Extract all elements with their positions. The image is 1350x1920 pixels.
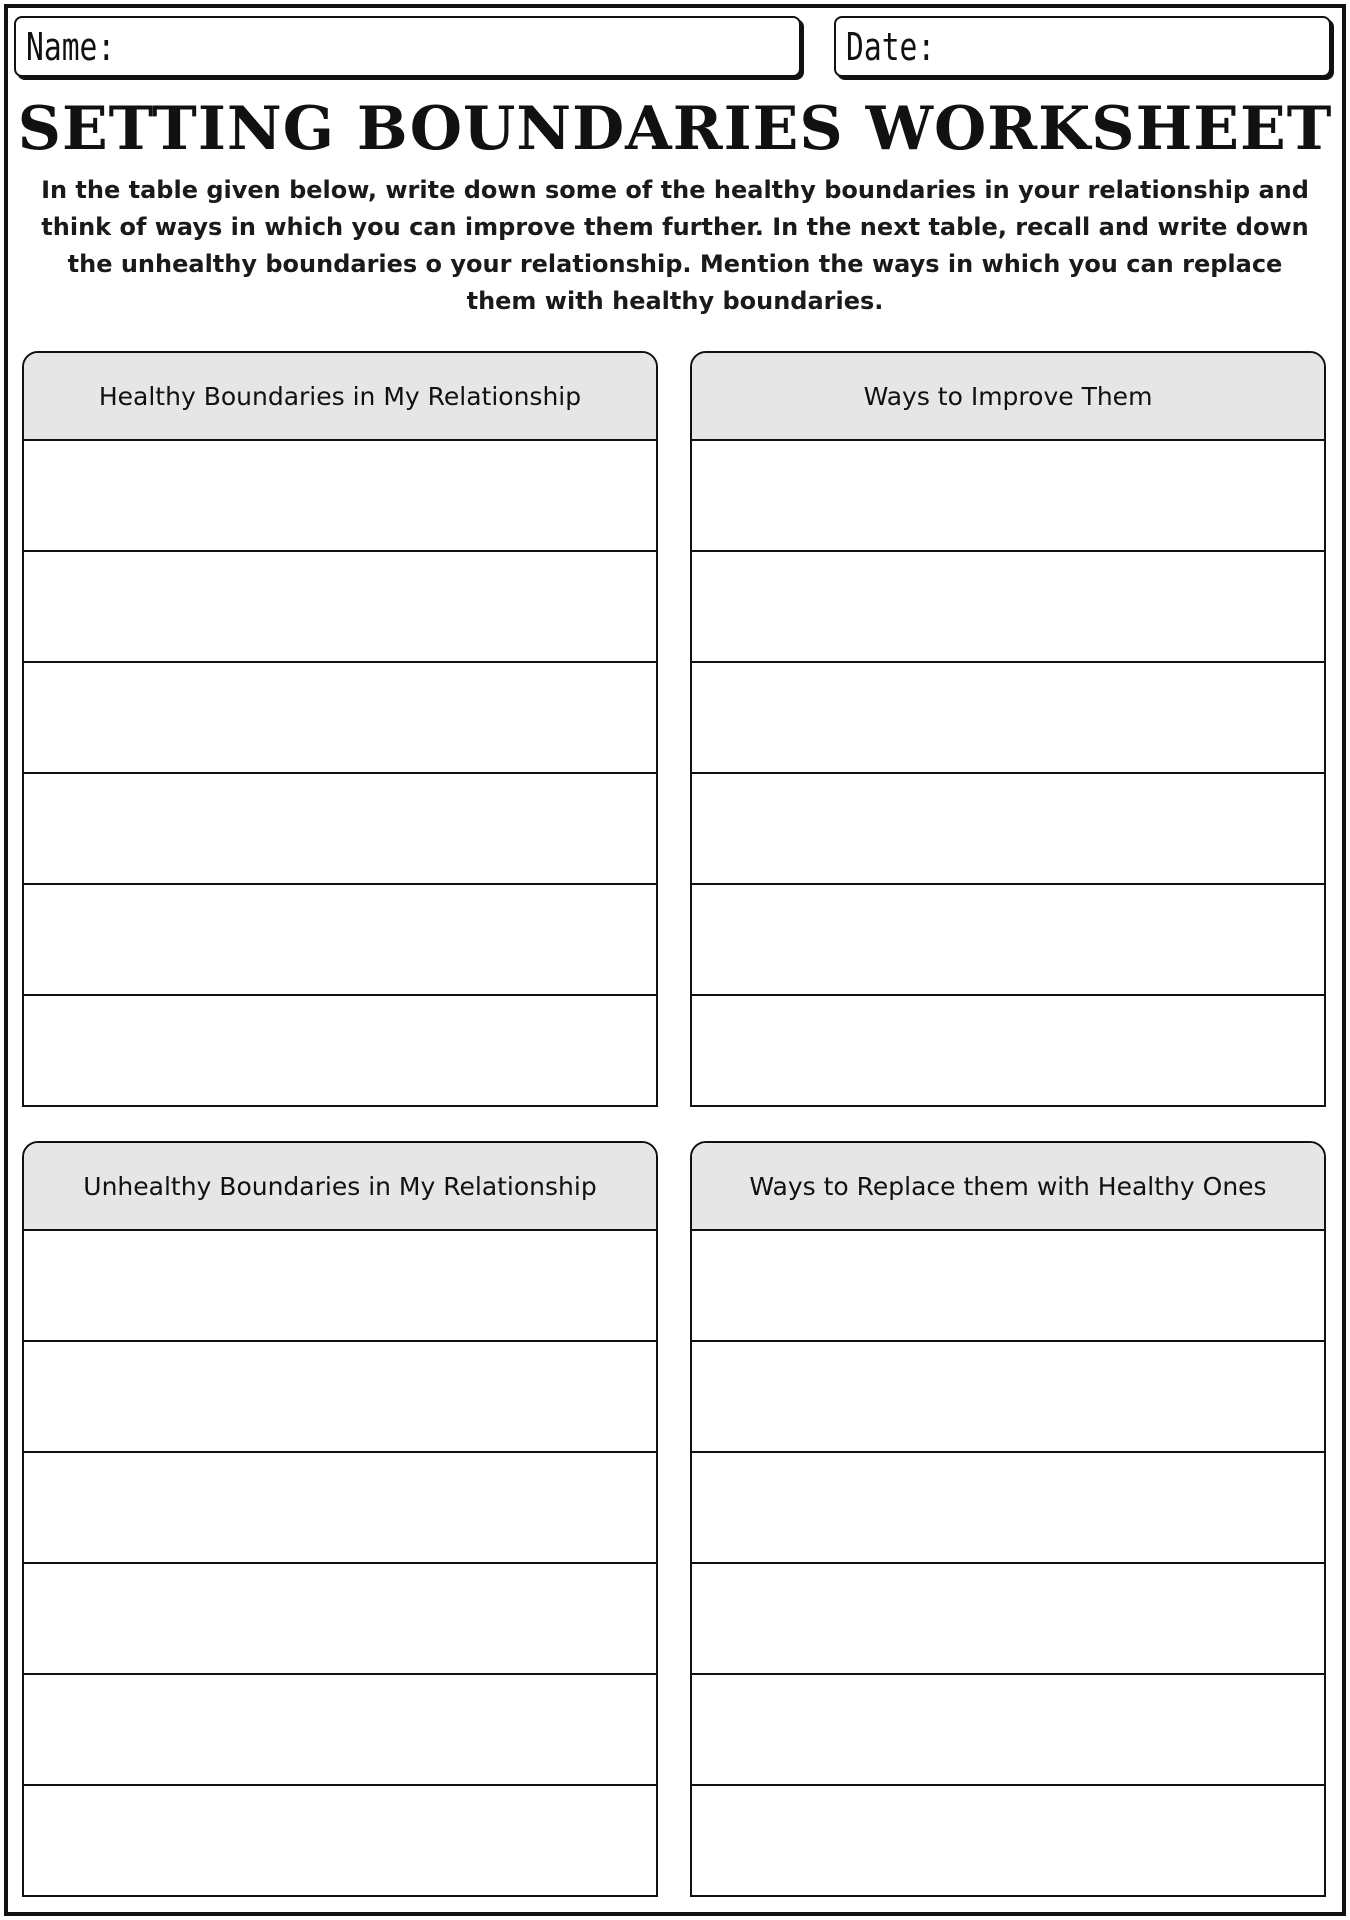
table-row[interactable] [24,996,656,1105]
name-label: Name: [26,24,116,69]
table-header: Ways to Improve Them [692,353,1324,441]
table-row[interactable] [24,1564,656,1675]
table-header: Ways to Replace them with Healthy Ones [692,1143,1324,1231]
page-title: SETTING BOUNDARIES WORKSHEET [17,94,1333,164]
table-row[interactable] [24,441,656,552]
ways-to-improve-table [690,351,1326,1107]
instructions-text: In the table given below, write down some of the healthy boundaries in your relationship and think of ways in which you can improve them further. In the next table, recall and write down the unhealthy boundaries o your relationship. Mention the ways in which you can replace them with healthy boundaries. [41,176,1309,315]
table-header: Unhealthy Boundaries in My Relationship [24,1143,656,1231]
table-row[interactable] [24,774,656,885]
table-header: Healthy Boundaries in My Relationship [24,353,656,441]
table-row[interactable] [692,1342,1324,1453]
table-row[interactable] [692,996,1324,1105]
table-row[interactable] [692,1453,1324,1564]
table-row[interactable] [24,1453,656,1564]
table-row[interactable] [692,663,1324,774]
name-field[interactable] [14,16,801,77]
table-row[interactable] [692,1675,1324,1786]
unhealthy-boundaries-table [22,1141,658,1897]
ways-to-replace-table [690,1141,1326,1897]
table-row[interactable] [692,441,1324,552]
date-label: Date: [846,24,936,69]
table-row[interactable] [692,774,1324,885]
table-row[interactable] [24,1231,656,1342]
table-row[interactable] [24,1342,656,1453]
table-row[interactable] [24,663,656,774]
table-row[interactable] [692,552,1324,663]
table-row[interactable] [24,1675,656,1786]
table-row[interactable] [24,1786,656,1895]
table-row[interactable] [692,885,1324,996]
healthy-boundaries-table [22,351,658,1107]
table-row[interactable] [692,1786,1324,1895]
date-field[interactable] [834,16,1331,77]
table-row[interactable] [692,1231,1324,1342]
table-row[interactable] [24,885,656,996]
table-row[interactable] [24,552,656,663]
table-row[interactable] [692,1564,1324,1675]
